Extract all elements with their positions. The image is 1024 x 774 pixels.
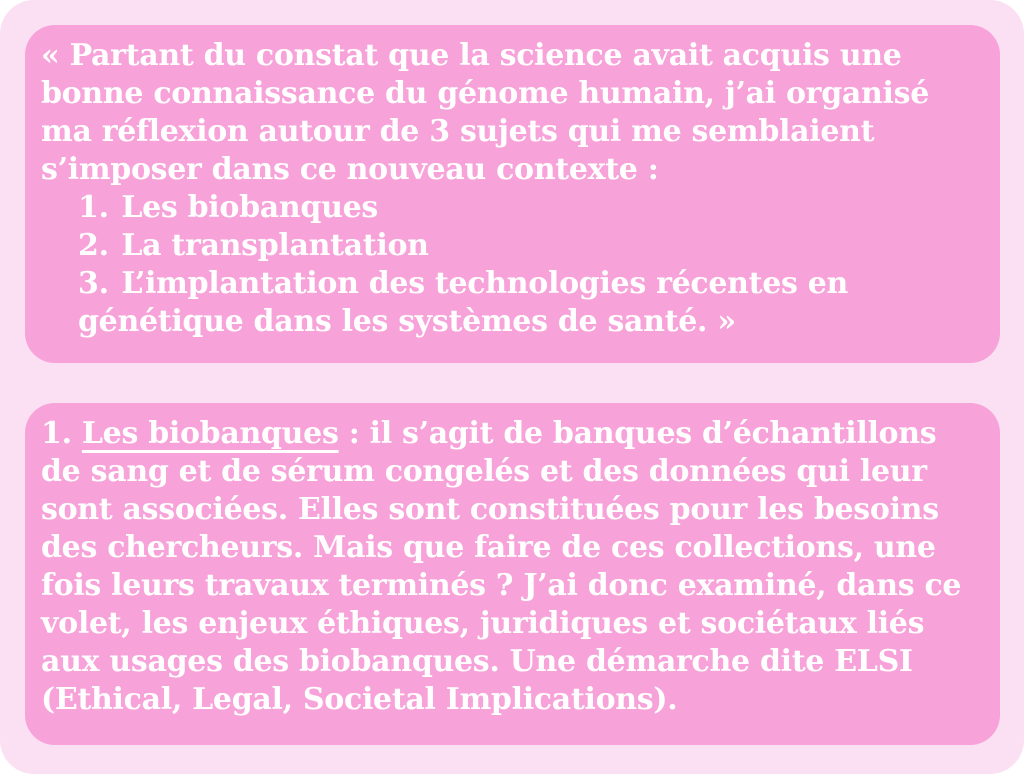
biobanks-box xyxy=(25,403,1000,745)
biobanks-underlined-term: Les biobanques xyxy=(81,416,339,451)
list-item-number: 1. xyxy=(78,190,109,225)
biobanks-number: 1. xyxy=(41,416,82,451)
biobanks-body-text: : il s’agit de banques d’échantillons de sang et de sérum congelés et des données qui leur sont associées. Elles sont constituées pour les besoins des chercheurs. Mais que faire de ces collections, une fois leurs travaux terminés ? J’ai donc examiné, dans ce volet, les enjeux éthiques, juridiques et sociétaux liés aux usages des biobanques. Une démarche dite ELSI (Ethical, Legal, Societal Implications). xyxy=(41,416,962,717)
quote-list xyxy=(41,189,982,341)
list-item xyxy=(41,189,982,227)
quote-box xyxy=(25,25,1000,363)
list-item-text: La transplantation xyxy=(121,228,429,263)
list-item xyxy=(41,265,982,341)
list-item-text: Les biobanques xyxy=(121,190,379,225)
list-item xyxy=(41,227,982,265)
quote-paragraph: « Partant du constat que la science avait acquis une bonne connaissance du génome humain, j’ai organisé ma réflexion autour de 3 sujets qui me semblaient s’imposer dans ce nouveau contexte : xyxy=(41,38,929,187)
biobanks-paragraph xyxy=(41,415,982,719)
list-item-text: L’implantation des technologies récentes en génétique dans les systèmes de santé. » xyxy=(78,266,849,339)
list-item-number: 3. xyxy=(78,266,109,301)
list-item-number: 2. xyxy=(78,228,109,263)
